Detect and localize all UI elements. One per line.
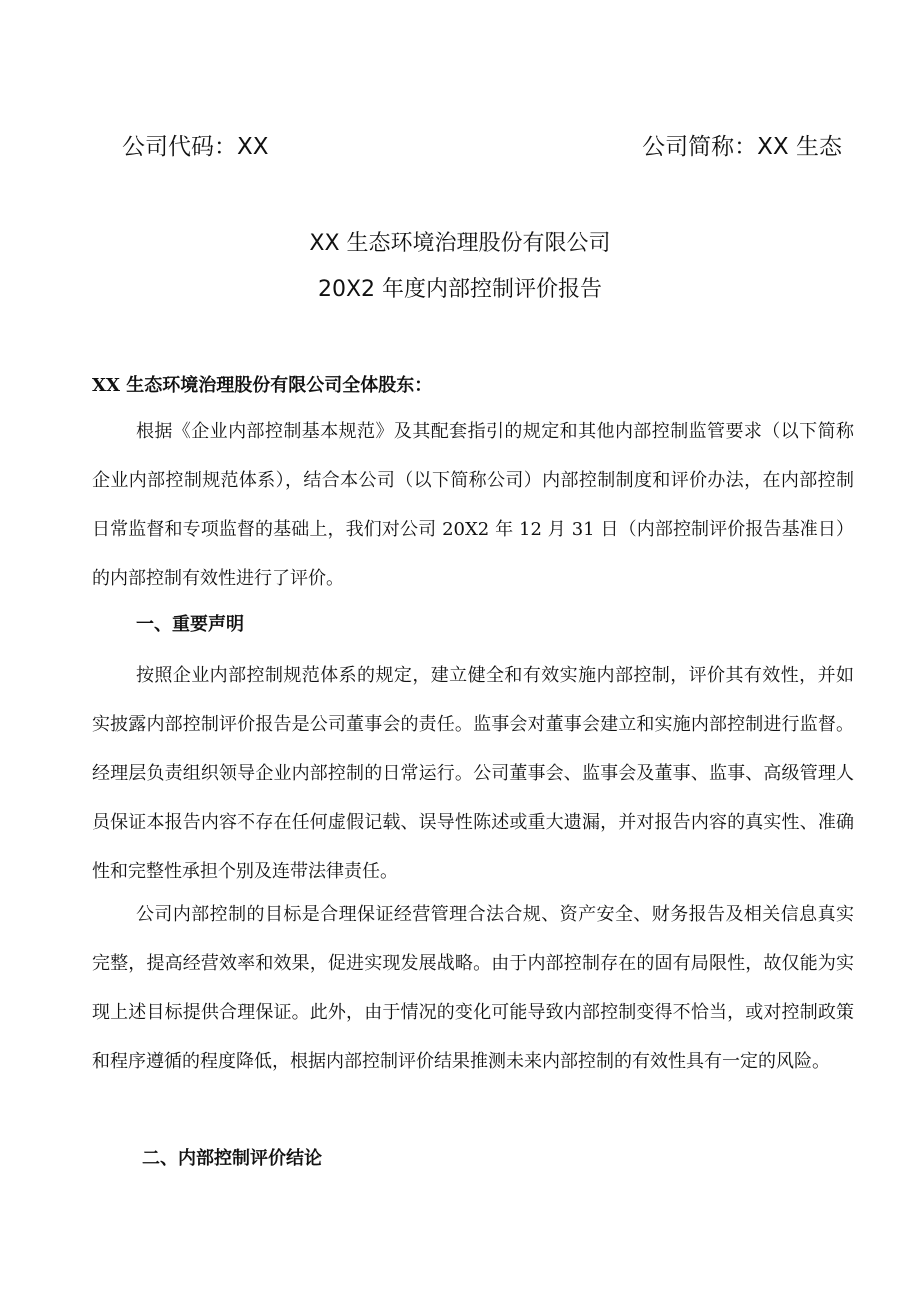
section-heading-important-statement: 一、重要声明 <box>136 614 244 635</box>
report-header <box>118 128 842 168</box>
company-short-name: 公司简称：XX 生态 <box>642 134 842 160</box>
company-code: 公司代码：XX <box>122 134 269 160</box>
salutation: XX 生态环境治理股份有限公司全体股东： <box>92 375 433 396</box>
section-heading-evaluation-conclusion: 二、内部控制评价结论 <box>142 1148 322 1169</box>
paragraph-intro: 根据《企业内部控制基本规范》及其配套指引的规定和其他内部控制监管要求（以下简称企业内部控制规范体系），结合本公司（以下简称公司）内部控制制度和评价办法，在内部控制日常监督和专项监督的基础上，我们对公司 20X2 年 12 月 31 日（内部控制评价报告基准日）的内部控制有效性进行了评价。 <box>92 421 854 589</box>
paragraph-responsibility: 按照企业内部控制规范体系的规定，建立健全和有效实施内部控制，评价其有效性，并如实披露内部控制评价报告是公司董事会的责任。监事会对董事会建立和实施内部控制进行监督。经理层负责组织领导企业内部控制的日常运行。公司董事会、监事会及董事、监事、高级管理人员保证本报告内容不存在任何虚假记载、误导性陈述或重大遗漏，并对报告内容的真实性、准确性和完整性承担个别及连带法律责任。 <box>92 665 854 882</box>
report-title-company: XX 生态环境治理股份有限公司 <box>309 231 611 256</box>
report-title-year: 20X2 年度内部控制评价报告 <box>317 277 603 302</box>
paragraph-objectives: 公司内部控制的目标是合理保证经营管理合法合规、资产安全、财务报告及相关信息真实完整，提高经营效率和效果，促进实现发展战略。由于内部控制存在的固有局限性，故仅能为实现上述目标提供合理保证。此外，由于情况的变化可能导致内部控制变得不恰当，或对控制政策和程序遵循的程度降低，根据内部控制评价结果推测未来内部控制的有效性具有一定的风险。 <box>92 904 854 1072</box>
